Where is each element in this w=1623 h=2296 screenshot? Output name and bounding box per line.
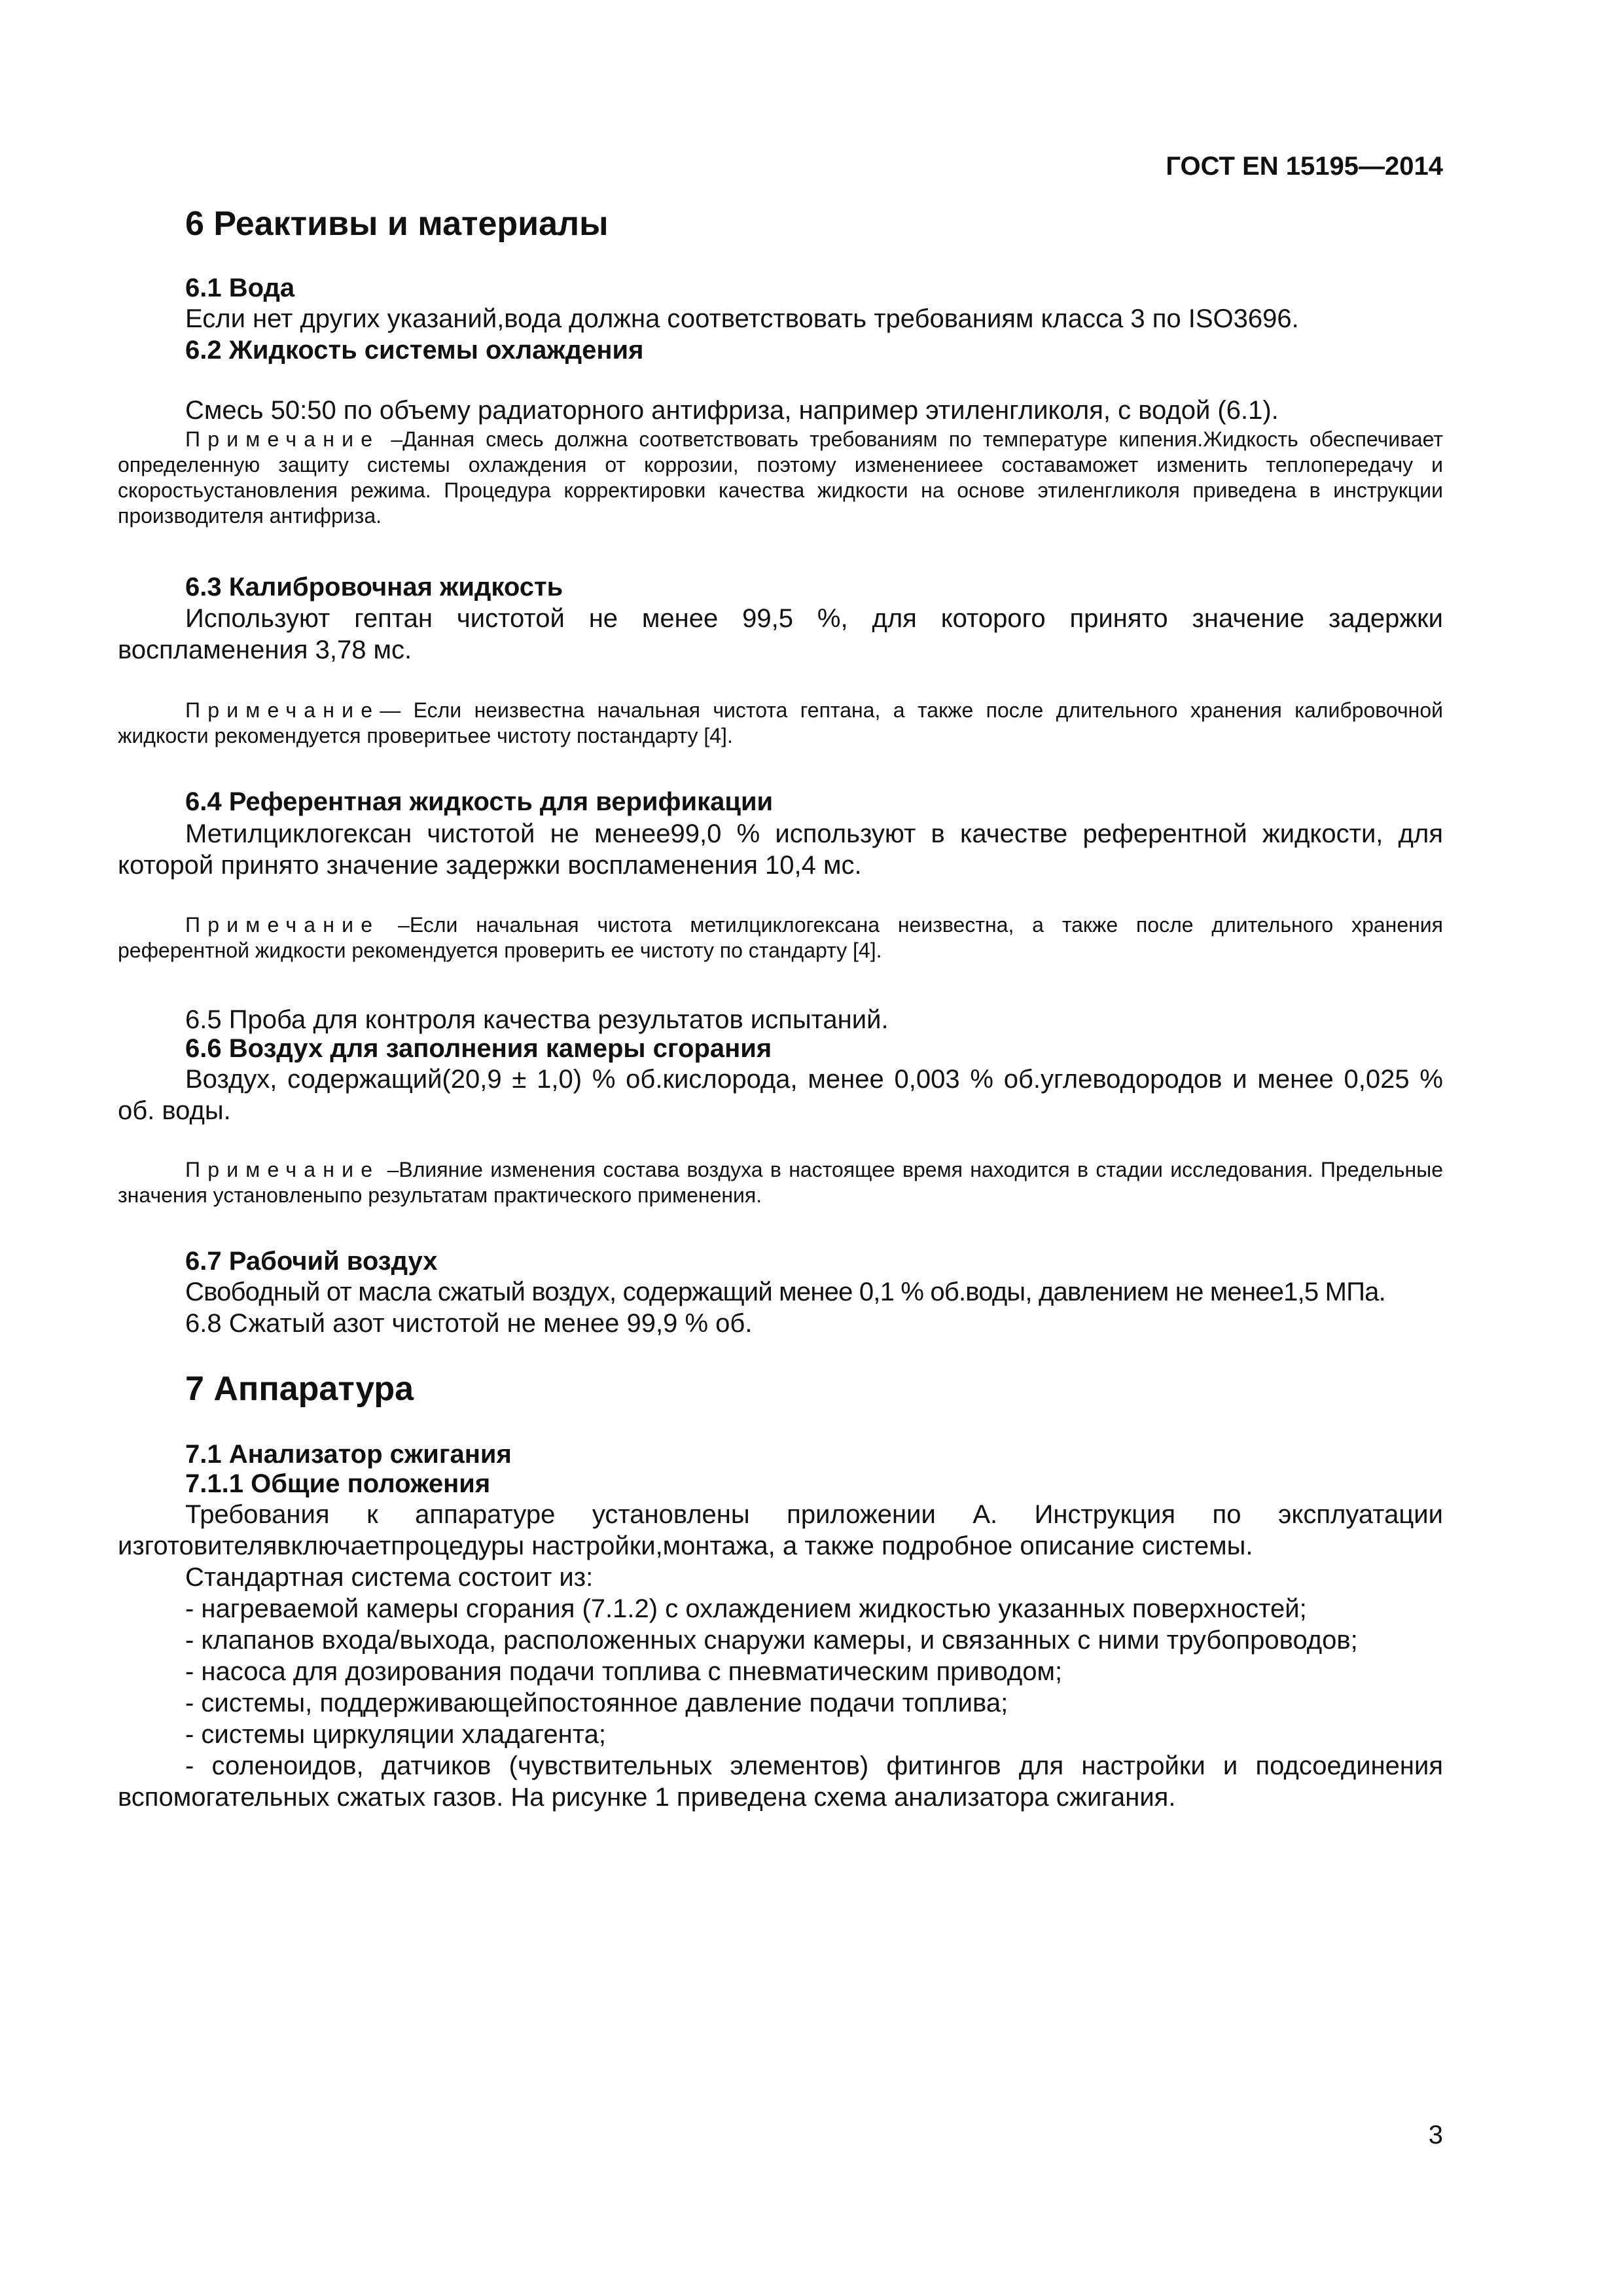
page-number: 3 [1428, 2121, 1443, 2149]
heading-6-3: 6.3 Калибровочная жидкость [185, 573, 563, 601]
heading-6-2: 6.2 Жидкость системы охлаждения [185, 336, 644, 365]
note-text: –Влияние изменения состава воздуха в настоящее время находится в стадии исследования. Предельные значения установленыпо результатам практического применения. [118, 1158, 1443, 1207]
note-label: Примечание [185, 1158, 380, 1181]
note-6-2 [118, 427, 1443, 529]
paragraph-6-5: 6.5 Проба для контроля качества результатов испытаний. [185, 1005, 889, 1034]
list-item: - системы, поддерживающейпостоянное давление подачи топлива; [185, 1689, 1008, 1717]
note-label: Примечание [185, 698, 380, 722]
paragraph-7-1-1: Требования к аппаратуре установлены приложении А. Инструкция по эксплуатации изготовителявключаетпроцедуры настройки,монтажа, а также подробное описание системы. [118, 1500, 1443, 1560]
note-label: Примечание [185, 427, 380, 451]
paragraph-6-1: Если нет других указаний,вода должна соответствовать требованиям класса 3 по ISO3696. [185, 304, 1299, 333]
list-intro: Стандартная система состоит из: [185, 1563, 594, 1592]
note-text: –Если начальная чистота метилциклогексана неизвестна, а также после длительного хранения референтной жидкости рекомендуется проверить ее чистоту по стандарту [4]. [118, 913, 1443, 962]
paragraph-6-2: Смесь 50:50 по объему радиаторного антифриза, например этиленгликоля, с водой (6.1). [185, 396, 1279, 425]
heading-6-6: 6.6 Воздух для заполнения камеры сгорания [185, 1034, 772, 1063]
heading-6-1: 6.1 Вода [185, 274, 295, 302]
component-list [118, 1593, 1443, 1813]
paragraph-6-8: 6.8 Сжатый азот чистотой не менее 99,9 % об. [185, 1309, 753, 1338]
section-6-title: 6 Реактивы и материалы [185, 205, 609, 243]
list-item: - соленоидов, датчиков (чувствительных элементов) фитингов для настройки и подсоединения вспомогательных сжатых газов. На рисунке 1 приведена схема анализатора сжигания. [118, 1751, 1443, 1812]
note-text: — Если неизвестна начальная чистота гептана, а также после длительного хранения калибровочной жидкости рекомендуется проверитьее чистоту постандарту [4]. [118, 698, 1443, 747]
note-text: –Данная смесь должна соответствовать требованиям по температуре кипения.Жидкость обеспечивает определенную защиту системы охлаждения от коррозии, поэтому изменениеее составаможет изменить теплопередачу и скоростьустановления режима. Процедура корректировки качества жидкости на основе этиленгликоля приведена в инструкции производителя антифриза. [118, 427, 1443, 528]
list-item: - нагреваемой камеры сгорания (7.1.2) с охлаждением жидкостью указанных поверхностей; [185, 1594, 1307, 1623]
paragraph-6-3: Используют гептан чистотой не менее 99,5 %, для которого принято значение задержки воспламенения 3,78 мс. [118, 604, 1443, 664]
paragraph-6-7: Свободный от масла сжатый воздух, содержащий менее 0,1 % об.воды, давлением не менее1,5 МПа. [185, 1278, 1385, 1306]
list-item: - системы циркуляции хладагента; [185, 1720, 606, 1749]
heading-7-1: 7.1 Анализатор сжигания [185, 1440, 512, 1469]
note-6-6 [118, 1157, 1443, 1208]
note-label: Примечание [185, 913, 380, 937]
list-item: - клапанов входа/выхода, расположенных снаружи камеры, и связанных с ними трубопроводов; [185, 1626, 1358, 1655]
note-6-4 [118, 912, 1443, 963]
paragraph-6-6: Воздух, содержащий(20,9 ± 1,0) % об.кислорода, менее 0,003 % об.углеводородов и менее 0,025 % об. воды. [118, 1065, 1443, 1125]
list-item: - насоса для дозирования подачи топлива с пневматическим приводом; [185, 1657, 1063, 1686]
heading-6-7: 6.7 Рабочий воздух [185, 1247, 438, 1276]
document-page [118, 0, 1443, 2296]
standard-header: ГОСТ EN 15195—2014 [1166, 152, 1443, 181]
note-6-3 [118, 698, 1443, 749]
heading-6-4: 6.4 Референтная жидкость для верификации [185, 787, 774, 816]
section-7-title: 7 Аппаратура [185, 1370, 414, 1408]
heading-7-1-1: 7.1.1 Общие положения [185, 1469, 491, 1498]
paragraph-6-4: Метилциклогексан чистотой не менее99,0 % используют в качестве референтной жидкости, для которой принято значение задержки воспламенения 10,4 мс. [118, 819, 1443, 880]
